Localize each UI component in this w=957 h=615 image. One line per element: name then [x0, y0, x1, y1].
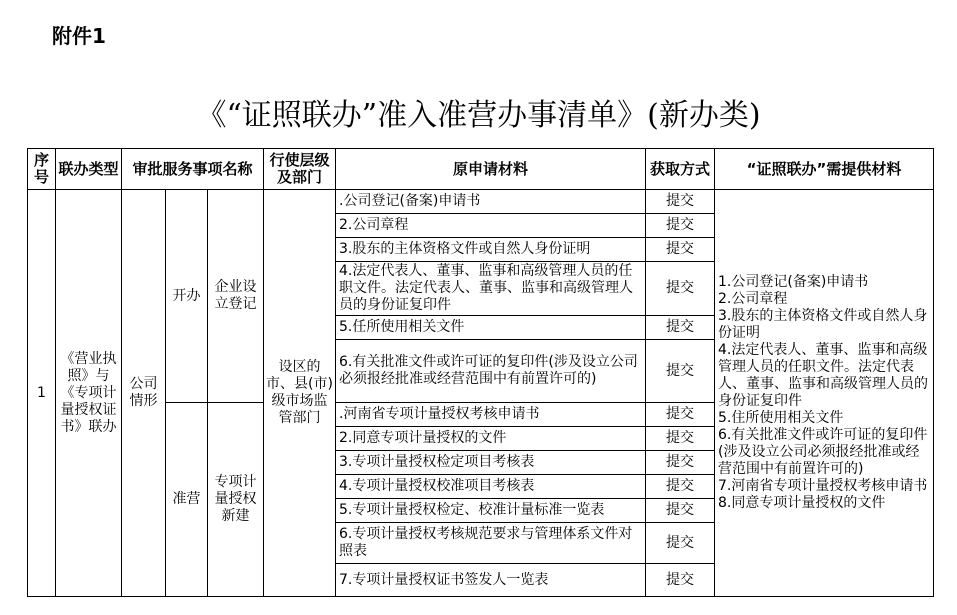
header-service — [122, 149, 264, 190]
item-cell: 专项计量授权新建 — [208, 403, 264, 597]
required-material-item: 1.公司登记(备案)申请书 — [718, 274, 869, 290]
page-title: 《“证照联办”准入准营办事清单》(新办类) — [196, 98, 761, 133]
method-cell: 提交 — [646, 214, 715, 238]
method-cell: 提交 — [646, 475, 715, 499]
header-materials: 原申请材料 — [336, 149, 646, 190]
method-cell: 提交 — [646, 190, 715, 214]
material-cell: 2.同意专项计量授权的文件 — [336, 427, 646, 451]
row-seq: 1 — [28, 190, 56, 597]
method-cell: 提交 — [646, 427, 715, 451]
method-cell: 提交 — [646, 564, 715, 597]
header-service-text: 审批服务事项名称 — [132, 159, 253, 178]
method-cell: 提交 — [646, 451, 715, 475]
material-cell: .公司登记(备案)申请书 — [336, 190, 646, 214]
table-body — [28, 190, 934, 597]
material-cell: 7.专项计量授权证书签发人一览表 — [336, 564, 646, 597]
method-cell: 提交 — [646, 499, 715, 523]
row-dept: 设区的市、县(市)级市场监管部门 — [264, 190, 336, 597]
required-material-item: 5.住所使用相关文件 — [718, 410, 844, 426]
material-cell: 3.专项计量授权检定项目考核表 — [336, 451, 646, 475]
material-cell: 4.法定代表人、董事、监事和高级管理人员的任职文件。法定代表人、董事、监事和高级管理人员的身份证复印件 — [336, 262, 646, 316]
header-row — [28, 149, 934, 190]
material-cell: 6.专项计量授权考核规范要求与管理体系文件对照表 — [336, 523, 646, 564]
required-material-item: 2.公司章程 — [718, 291, 788, 307]
required-materials — [715, 190, 934, 597]
checklist-table — [27, 148, 934, 597]
material-cell: 3.股东的主体资格文件或自然人身份证明 — [336, 238, 646, 262]
material-cell: 6.有关批准文件或许可证的复印件(涉及设立公司必须报经批准或经营范围中有前置许可的) — [336, 340, 646, 403]
material-cell: 5.任所使用相关文件 — [336, 316, 646, 340]
stage-cell: 开办 — [166, 190, 208, 403]
method-cell: 提交 — [646, 403, 715, 427]
table-row — [28, 190, 934, 214]
required-material-item: 8.同意专项计量授权的文件 — [718, 495, 886, 511]
item-cell: 企业设立登记 — [208, 190, 264, 403]
material-cell: .河南省专项计量授权考核申请书 — [336, 403, 646, 427]
method-cell: 提交 — [646, 340, 715, 403]
header-required: “证照联办”需提供材料 — [715, 149, 934, 190]
required-material-item: 3.股东的主体资格文件或自然人身份证明 — [718, 308, 928, 341]
method-cell: 提交 — [646, 238, 715, 262]
material-cell: 2.公司章程 — [336, 214, 646, 238]
material-cell: 5.专项计量授权检定、校准计量标准一览表 — [336, 499, 646, 523]
method-cell: 提交 — [646, 262, 715, 316]
header-dept: 行使层级及部门 — [264, 149, 336, 190]
header-method: 获取方式 — [646, 149, 715, 190]
row-scenario: 公司情形 — [122, 190, 166, 597]
stage-cell: 准营 — [166, 403, 208, 597]
required-material-item: 4.法定代表人、董事、监事和高级管理人员的任职文件。法定代表人、董事、监事和高级管理人员的身份证复印件 — [718, 342, 928, 409]
header-type: 联办类型 — [56, 149, 122, 190]
row-type: 《营业执照》与《专项计量授权证书》联办 — [56, 190, 122, 597]
annex-label: 附件1 — [52, 24, 106, 48]
material-cell: 4.专项计量授权校准项目考核表 — [336, 475, 646, 499]
header-seq: 序号 — [28, 149, 56, 190]
required-material-item: 6.有关批准文件或许可证的复印件(涉及设立公司必须报经批准或经营范围中有前置许可的) — [718, 427, 928, 477]
method-cell: 提交 — [646, 523, 715, 564]
required-material-item: 7.河南省专项计量授权考核申请书 — [718, 478, 928, 494]
method-cell: 提交 — [646, 316, 715, 340]
